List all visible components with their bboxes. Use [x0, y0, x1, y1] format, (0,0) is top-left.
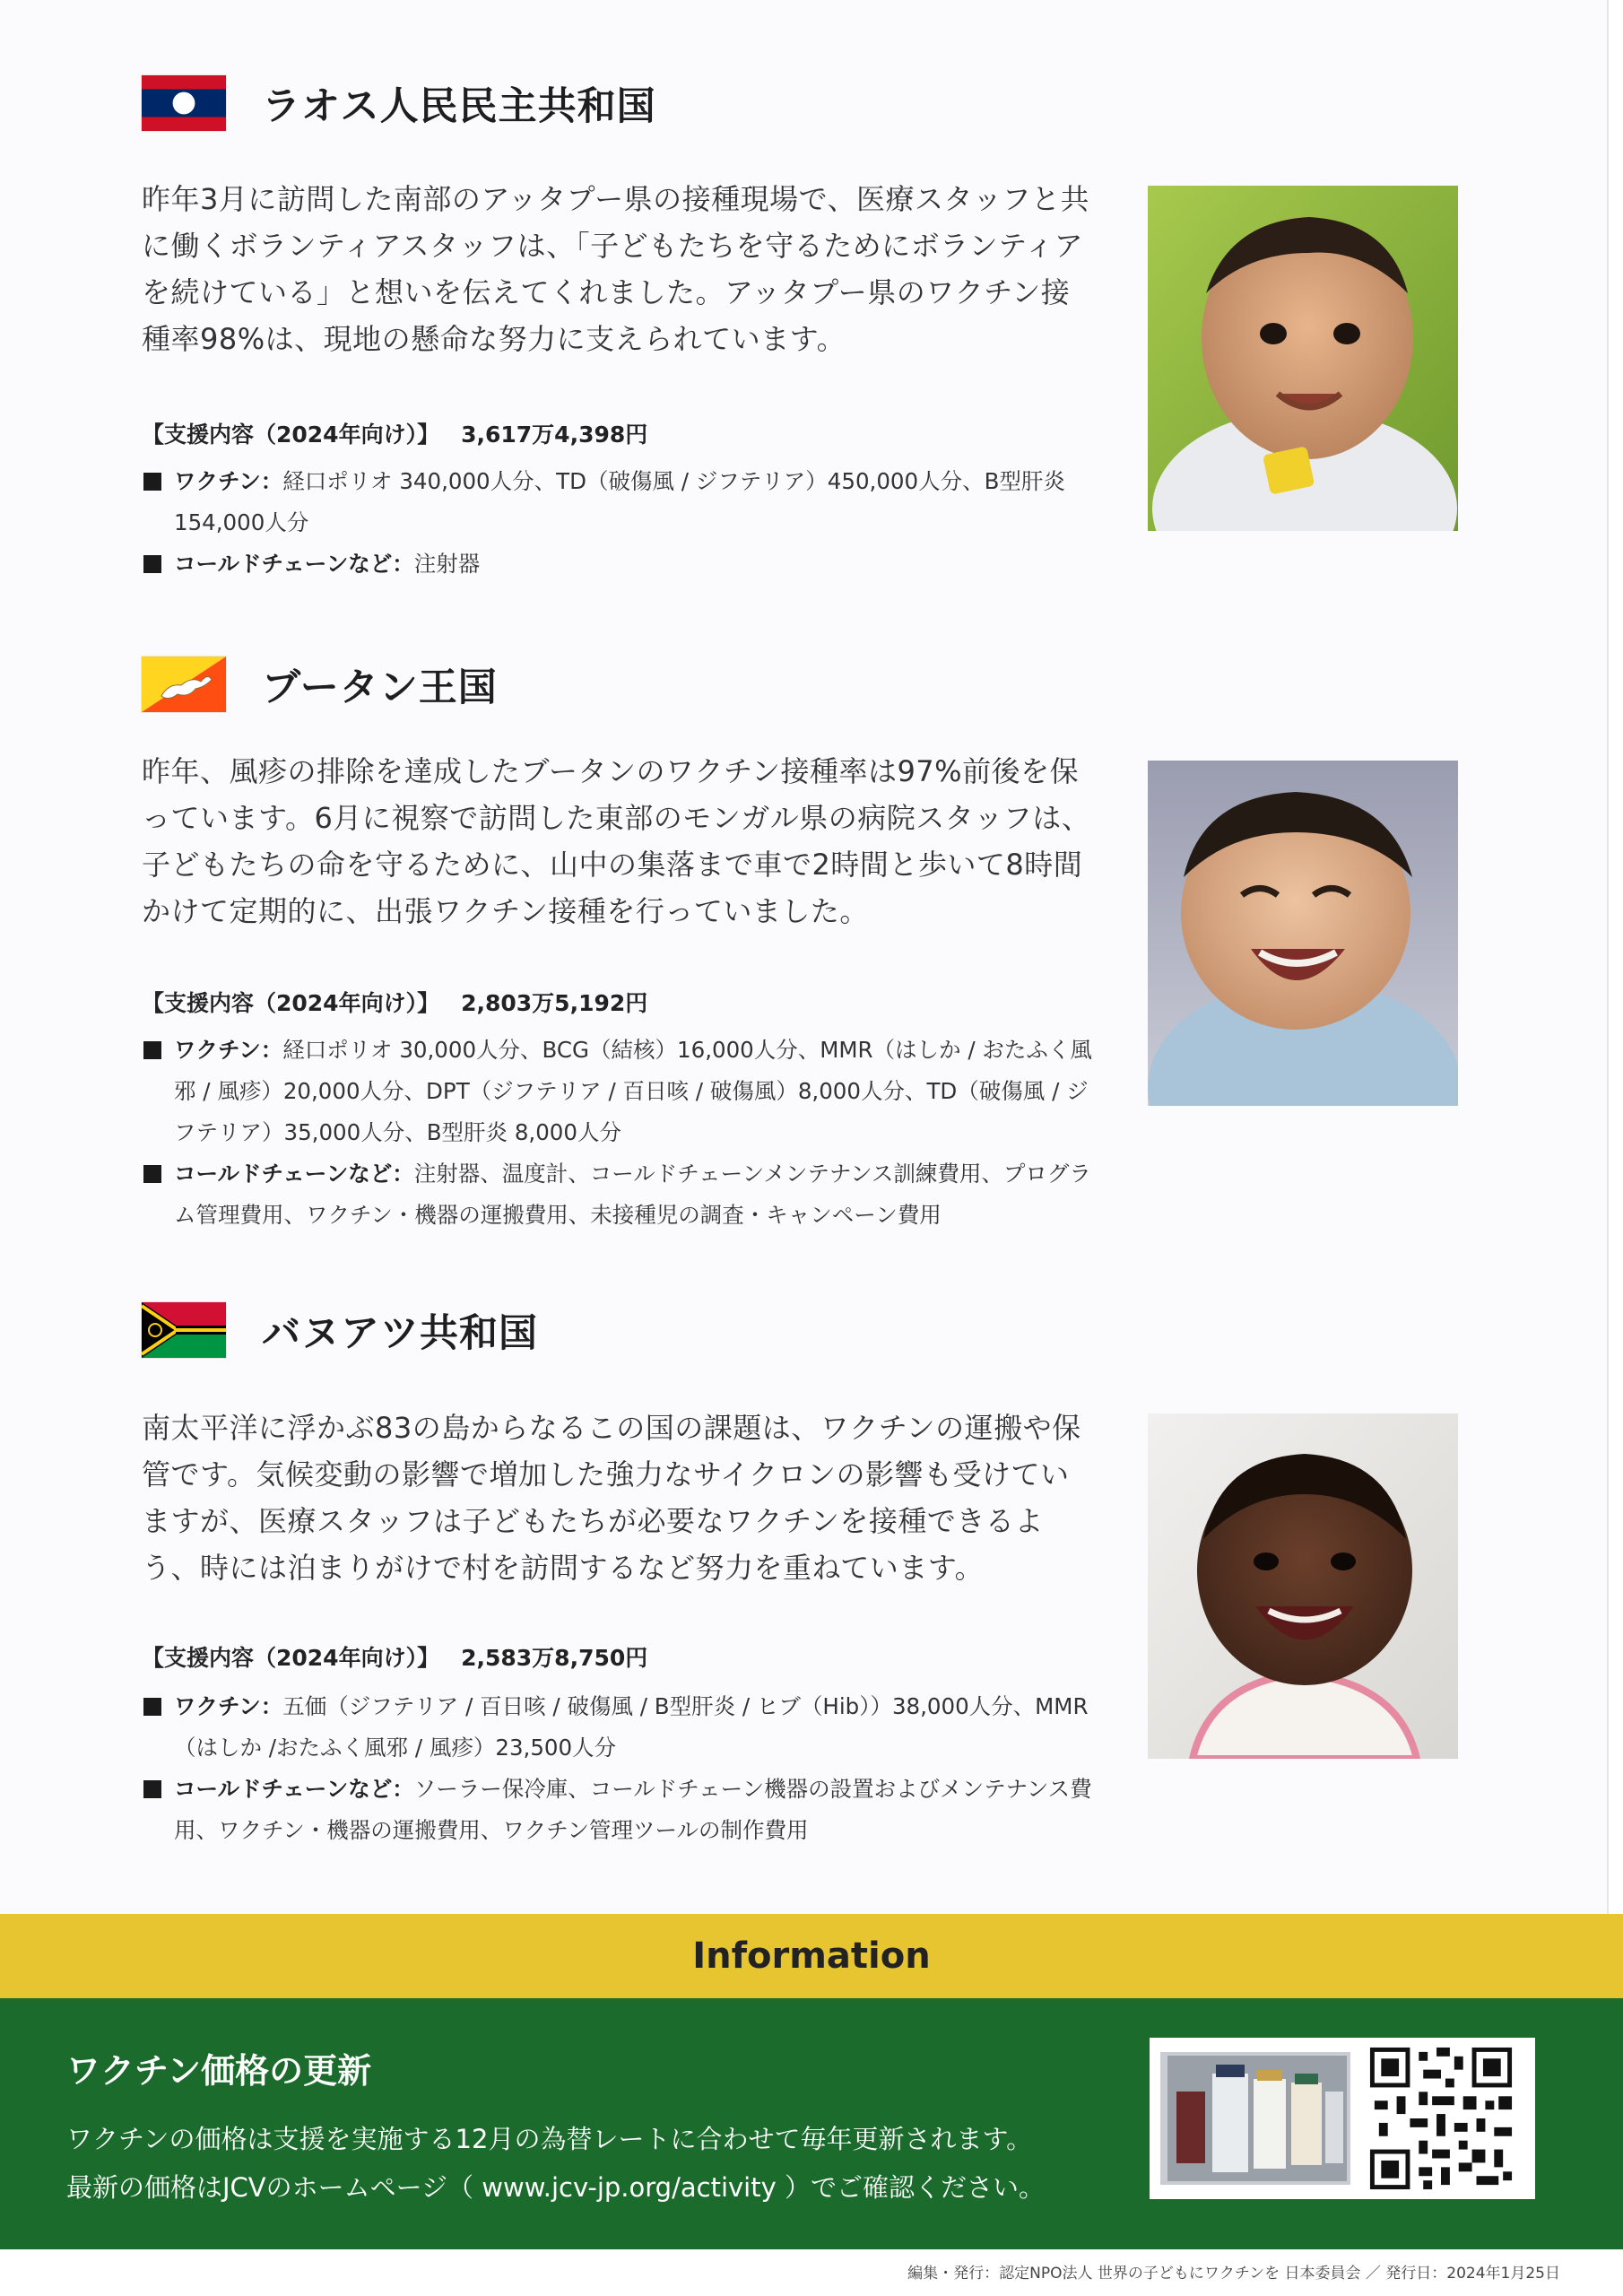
bhutan-child-photo [1148, 761, 1458, 1106]
info-image-card [1150, 2038, 1535, 2199]
bullet-square-icon [143, 1165, 161, 1183]
list-item: コールドチェーンなど：注射器 [142, 544, 1110, 585]
support-amount: 2,583万8,750円 [461, 1645, 648, 1671]
list-item: コールドチェーンなど：ソーラー保冷庫、コールドチェーン機器の設置およびメンテナンス費用、ワクチン・機器の運搬費用、ワクチン管理ツールの制作費用 [142, 1769, 1110, 1851]
vanuatu-description: 南太平洋に浮かぶ83の島からなるこの国の課題は、ワクチンの運搬や保管です。気候変動の影響で増加した強力なサイクロンの影響も受けていますが、医療スタッフは子どもたちが必要なワクチンを接種できるよう、時には泊まりがけで村を訪問するなど努力を重ねています。 [142, 1411, 1081, 1585]
laos-flag-icon [142, 75, 226, 131]
bhutan-description: 昨年、風疹の排除を達成したブータンのワクチン接種率は97%前後を保っています。6月に視察で訪問した東部のモンガル県の病院スタッフは、子どもたちの命を守るために、山中の集落まで車で2時間と歩いて8時間かけて定期的に、出張ワクチン接種を行っていました。 [142, 754, 1091, 928]
footer [0, 2249, 1623, 2296]
bullet-square-icon [143, 1698, 161, 1716]
information-title: Information [692, 1935, 931, 1977]
bullet-square-icon [143, 555, 161, 573]
information-panel [0, 1998, 1623, 2249]
vaccine-price-text [66, 2115, 1142, 2212]
bhutan-header [142, 655, 498, 714]
laos-support-heading [142, 417, 647, 449]
qr-code-icon [1365, 2043, 1517, 2194]
support-label: 【支援内容（2024年向け）】 [142, 990, 440, 1016]
vaccine-price-heading: ワクチン価格の更新 [66, 2051, 372, 2091]
list-item: ワクチン：五価（ジフテリア / 百日咳 / 破傷風 / B型肝炎 / ヒブ（Hib））38,000人分、MMR（はしか /おたふく風邪 / 風疹）23,500人分 [142, 1686, 1110, 1769]
country-name-bhutan: ブータン王国 [262, 665, 498, 710]
vanuatu-support-heading [142, 1640, 647, 1673]
information-banner [0, 1914, 1623, 1998]
support-label: 【支援内容（2024年向け）】 [142, 1645, 440, 1671]
laos-support-list [142, 461, 1110, 585]
info-line-1: ワクチンの価格は支援を実施する12月の為替レートに合わせて毎年更新されます。 [66, 2124, 1033, 2154]
vanuatu-flag-icon [142, 1302, 226, 1358]
bhutan-support-heading [142, 986, 647, 1018]
list-item: ワクチン：経口ポリオ 340,000人分、TD（破傷風 / ジフテリア）450,000人分、B型肝炎 154,000人分 [142, 461, 1110, 544]
list-item: コールドチェーンなど：注射器、温度計、コールドチェーンメンテナンス訓練費用、プログラム管理費用、ワクチン・機器の運搬費用、未接種児の調査・キャンペーン費用 [142, 1153, 1110, 1236]
support-amount: 2,803万5,192円 [461, 990, 648, 1016]
bhutan-support-list [142, 1030, 1110, 1236]
info-line-2: 最新の価格はJCVのホームページ（ www.jcv-jp.org/activity ）でご確認ください。 [66, 2172, 1045, 2203]
vanuatu-header [142, 1300, 538, 1360]
vanuatu-child-photo [1148, 1413, 1458, 1759]
country-name-vanuatu: バヌアツ共和国 [262, 1310, 538, 1356]
laos-header [142, 74, 656, 133]
bhutan-flag-icon [142, 657, 226, 712]
colophon: 編集・発行：認定NPO法人 世界の子どもにワクチンを 日本委員会 ／ 発行日：2024年1月25日 [907, 2265, 1560, 2283]
laos-description: 昨年3月に訪問した南部のアッタプー県の接種現場で、医療スタッフと共に働くボランティアスタッフは、「子どもたちを守るためにボランティアを続けている」と想いを伝えてくれました。アッタプー県のワクチン接種率98%は、現地の懸命な努力に支えられています。 [142, 182, 1090, 356]
bullet-square-icon [143, 1780, 161, 1798]
vanuatu-support-list [142, 1686, 1110, 1851]
laos-child-photo [1148, 186, 1458, 531]
list-item: ワクチン：経口ポリオ 30,000人分、BCG（結核）16,000人分、MMR（はしか / おたふく風邪 / 風疹）20,000人分、DPT（ジフテリア / 百日咳 / 破傷風）8,000人分、TD（破傷風 / ジフテリア）35,000人分、B型肝炎 8,000人分 [142, 1030, 1110, 1153]
country-name-laos: ラオス人民民主共和国 [262, 83, 656, 129]
bullet-square-icon [143, 473, 161, 491]
support-amount: 3,617万4,398円 [461, 422, 648, 448]
support-label: 【支援内容（2024年向け）】 [142, 422, 440, 448]
bullet-square-icon [143, 1041, 161, 1059]
